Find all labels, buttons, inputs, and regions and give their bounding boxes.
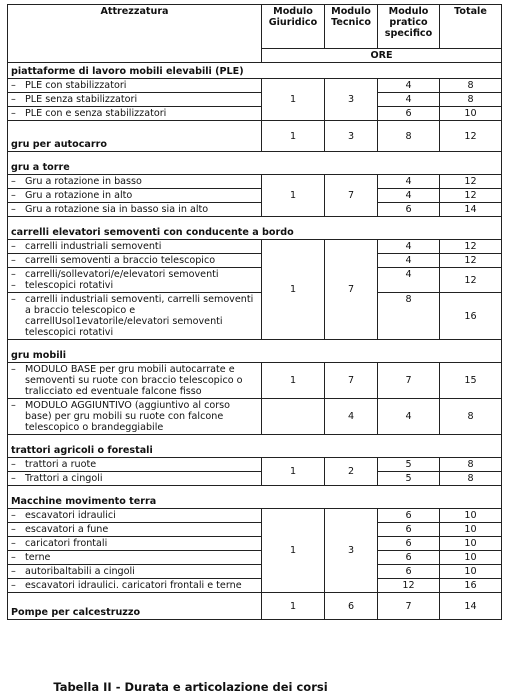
cell-pratico: 4 [378,93,440,107]
section-title-ple: piattaforme di lavoro mobili elevabili (PLE) [8,63,502,79]
table-row [8,203,502,217]
cell-totale: 10 [440,509,502,523]
cell-pratico: 7 [378,363,440,399]
row-label: – Gru a rotazione in basso [8,175,262,189]
cell-pratico: 4 [378,79,440,93]
cell-totale: 12 [440,254,502,268]
row-label: – autoribaltabili a cingoli [8,565,262,579]
cell-pratico: 4 [378,254,440,268]
table-caption: Tabella II - Durata e articolazione dei corsi [53,680,328,694]
section-row [8,435,502,458]
table-row [8,293,502,340]
cell-pratico: 8 [378,293,440,340]
cell-totale: 14 [440,593,502,620]
cell-totale: 16 [440,293,502,340]
row-label: – Trattori a cingoli [8,472,262,486]
table-row [8,565,502,579]
cell-totale: 12 [440,175,502,189]
cell-giuridico: 1 [262,240,325,340]
cell-pratico: 4 [378,189,440,203]
cell-tecnico: 7 [325,363,378,399]
cell-pratico: 4 [378,240,440,254]
cell-pratico: 4 [378,399,440,435]
cell-totale: 15 [440,363,502,399]
cell-totale: 8 [440,79,502,93]
table-row [8,240,502,254]
cell-giuridico: 1 [262,175,325,217]
table-row [8,579,502,593]
cell-pratico: 8 [378,121,440,152]
table-row [8,363,502,399]
row-label: – PLE con stabilizzatori [8,79,262,93]
table-row [8,551,502,565]
header-pratico: Modulo pratico specifico [378,5,440,49]
cell-tecnico: 6 [325,593,378,620]
cell-totale: 10 [440,107,502,121]
section-title-terra: Macchine movimento terra [8,486,502,509]
table-header-row [8,5,502,49]
cell-totale: 8 [440,93,502,107]
cell-pratico: 5 [378,472,440,486]
section-title-pompe: Pompe per calcestruzzo [8,593,262,620]
cell-totale: 16 [440,579,502,593]
cell-giuridico: 1 [262,79,325,121]
cell-totale: 8 [440,399,502,435]
cell-totale: 12 [440,268,502,293]
row-label: – PLE con e senza stabilizzatori [8,107,262,121]
cell-totale: 8 [440,472,502,486]
table-row [8,175,502,189]
row-label: – MODULO BASE per gru mobili autocarrate e semoventi su ruote con braccio telescopico o tralicciato ed eventuale falcone fisso [8,363,262,399]
table-row [8,523,502,537]
section-row [8,340,502,363]
table-row [8,93,502,107]
course-duration-table [7,4,502,620]
cell-totale: 12 [440,121,502,152]
table-row [8,79,502,93]
cell-giuridico [262,399,325,435]
section-row [8,152,502,175]
cell-pratico: 6 [378,523,440,537]
table-row [8,509,502,523]
table-row [8,254,502,268]
row-label: – carrelli industriali semoventi, carrelli semoventi a braccio telescopico e carrellUsol1evatorile/elevatori semoventi telescopici rotativi [8,293,262,340]
section-row [8,593,502,620]
cell-pratico: 6 [378,537,440,551]
table-row [8,458,502,472]
cell-totale: 12 [440,189,502,203]
section-title-carrelli: carrelli elevatori semoventi con conducente a bordo [8,217,502,240]
cell-giuridico: 1 [262,593,325,620]
cell-pratico: 12 [378,579,440,593]
row-label: – escavatori idraulici. caricatori frontali e terne [8,579,262,593]
cell-totale: 10 [440,523,502,537]
cell-giuridico: 1 [262,458,325,486]
row-label: – PLE senza stabilizzatori [8,93,262,107]
cell-totale: 10 [440,537,502,551]
section-row [8,486,502,509]
row-label: – caricatori frontali [8,537,262,551]
header-ore: ORE [262,49,502,63]
section-title-autocarro: gru per autocarro [8,121,262,152]
row-label: – trattori a ruote [8,458,262,472]
table-row [8,537,502,551]
cell-pratico: 6 [378,203,440,217]
cell-totale: 14 [440,203,502,217]
table-row [8,268,502,293]
section-row [8,217,502,240]
cell-giuridico: 1 [262,363,325,399]
header-totale: Totale [440,5,502,49]
cell-pratico: 6 [378,551,440,565]
row-label: – Gru a rotazione in alto [8,189,262,203]
cell-giuridico: 1 [262,509,325,593]
cell-pratico: 6 [378,509,440,523]
cell-tecnico: 7 [325,240,378,340]
row-label: – escavatori idraulici [8,509,262,523]
section-row [8,63,502,79]
cell-pratico: 7 [378,593,440,620]
cell-tecnico: 3 [325,79,378,121]
header-tecnico: Modulo Tecnico [325,5,378,49]
cell-tecnico: 3 [325,509,378,593]
section-row [8,121,502,152]
table-row [8,189,502,203]
cell-totale: 12 [440,240,502,254]
section-title-mobili: gru mobili [8,340,502,363]
cell-tecnico: 2 [325,458,378,486]
cell-pratico: 5 [378,458,440,472]
table-row [8,399,502,435]
row-label: – MODULO AGGIUNTIVO (aggiuntivo al corso base) per gru mobili su ruote con falcone telescopico o brandeggiabile [8,399,262,435]
cell-pratico: 6 [378,565,440,579]
section-title-torre: gru a torre [8,152,502,175]
cell-pratico: 6 [378,107,440,121]
cell-tecnico: 3 [325,121,378,152]
row-label: – carrelli semoventi a braccio telescopico [8,254,262,268]
table-row [8,472,502,486]
cell-pratico: 4 [378,175,440,189]
row-label: – carrelli/sollevatori/e/elevatori semoventi – telescopici rotativi [8,268,262,293]
row-label: – terne [8,551,262,565]
cell-totale: 10 [440,551,502,565]
section-title-trattori: trattori agricoli o forestali [8,435,502,458]
cell-giuridico: 1 [262,121,325,152]
header-attrezzatura: Attrezzatura [8,5,262,63]
cell-tecnico: 7 [325,175,378,217]
cell-totale: 10 [440,565,502,579]
row-label: – escavatori a fune [8,523,262,537]
cell-pratico: 4 [378,268,440,293]
row-label: – Gru a rotazione sia in basso sia in alto [8,203,262,217]
cell-tecnico: 4 [325,399,378,435]
row-label: – carrelli industriali semoventi [8,240,262,254]
header-giuridico: Modulo Giuridico [262,5,325,49]
table-row [8,107,502,121]
cell-totale: 8 [440,458,502,472]
